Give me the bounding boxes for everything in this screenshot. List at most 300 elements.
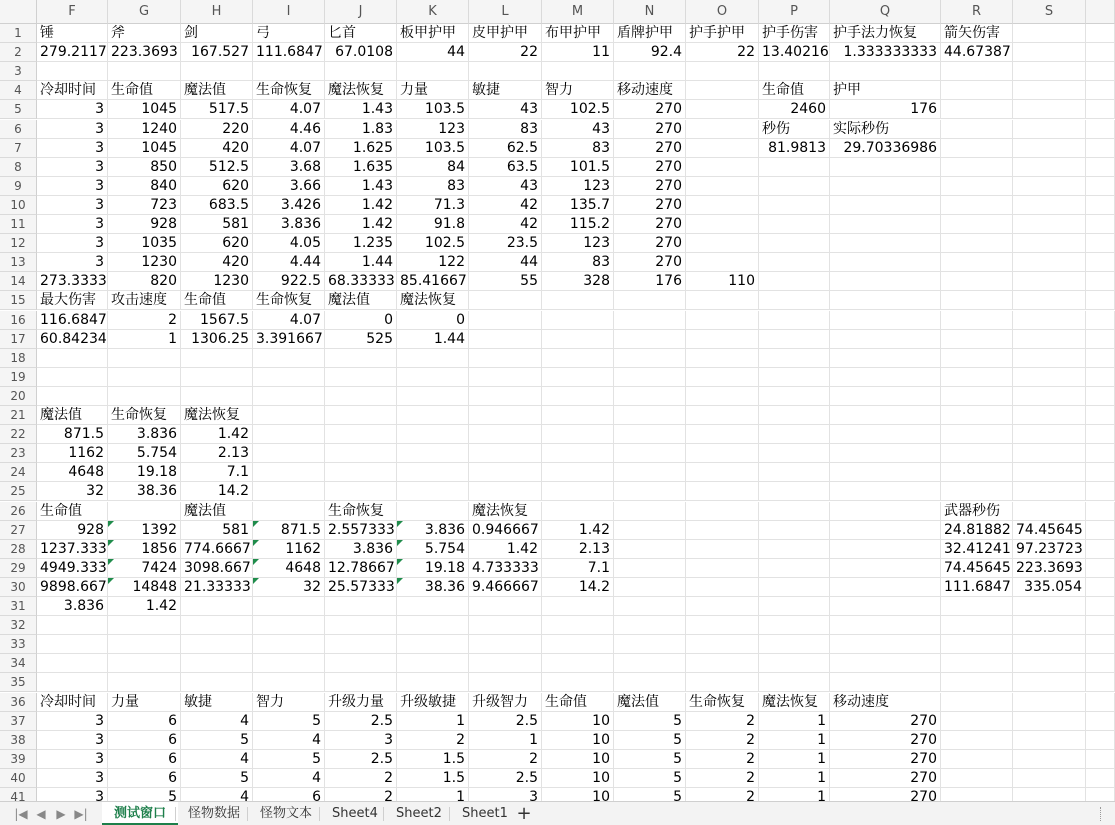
cell-F34[interactable] bbox=[37, 654, 108, 673]
last-sheet-icon[interactable]: ▶| bbox=[74, 807, 88, 821]
cell-S27[interactable]: 74.45645 bbox=[1013, 521, 1086, 540]
cell-I25[interactable] bbox=[253, 482, 325, 501]
cell-M33[interactable] bbox=[542, 635, 614, 654]
cell-F10[interactable]: 3 bbox=[37, 196, 108, 215]
cell-I41[interactable]: 6 bbox=[253, 788, 325, 801]
cell-O21[interactable] bbox=[686, 406, 759, 425]
cell-I14[interactable]: 922.5 bbox=[253, 272, 325, 291]
cell-J12[interactable]: 1.235 bbox=[325, 234, 397, 253]
cell-L13[interactable]: 44 bbox=[469, 253, 542, 272]
cell-F33[interactable] bbox=[37, 635, 108, 654]
cell-R19[interactable] bbox=[941, 368, 1013, 387]
cell-G27[interactable]: 1392 bbox=[108, 521, 181, 540]
cell-I9[interactable]: 3.66 bbox=[253, 177, 325, 196]
column-header-O[interactable]: O bbox=[686, 0, 759, 24]
cell-J2[interactable]: 67.0108 bbox=[325, 43, 397, 62]
cell-S10[interactable] bbox=[1013, 196, 1086, 215]
cell-J14[interactable]: 68.33333 bbox=[325, 272, 397, 291]
cell-K26[interactable] bbox=[397, 502, 469, 521]
cell-F32[interactable] bbox=[37, 616, 108, 635]
cell-H13[interactable]: 420 bbox=[181, 253, 253, 272]
cell-F28[interactable]: 1237.333 bbox=[37, 540, 108, 559]
cell-F19[interactable] bbox=[37, 368, 108, 387]
cell-P34[interactable] bbox=[759, 654, 830, 673]
cell-R20[interactable] bbox=[941, 387, 1013, 406]
cell-I27[interactable]: 871.5 bbox=[253, 521, 325, 540]
cell-G16[interactable]: 2 bbox=[108, 311, 181, 330]
cell-H26[interactable]: 魔法值 bbox=[181, 502, 253, 521]
cell-H39[interactable]: 4 bbox=[181, 750, 253, 769]
cell-N32[interactable] bbox=[614, 616, 686, 635]
cell-J4[interactable]: 魔法恢复 bbox=[325, 81, 397, 100]
row-header-40[interactable]: 40 bbox=[0, 769, 37, 788]
cell-N40[interactable]: 5 bbox=[614, 769, 686, 788]
cell-O22[interactable] bbox=[686, 425, 759, 444]
cell-J16[interactable]: 0 bbox=[325, 311, 397, 330]
cell-M13[interactable]: 83 bbox=[542, 253, 614, 272]
cell-Q3[interactable] bbox=[830, 62, 941, 81]
cell-P18[interactable] bbox=[759, 349, 830, 368]
cell-Q30[interactable] bbox=[830, 578, 941, 597]
cell-G36[interactable]: 力量 bbox=[108, 693, 181, 712]
cell-J30[interactable]: 25.57333 bbox=[325, 578, 397, 597]
cell-Q24[interactable] bbox=[830, 463, 941, 482]
cell-I23[interactable] bbox=[253, 444, 325, 463]
cell-N30[interactable] bbox=[614, 578, 686, 597]
cell-L22[interactable] bbox=[469, 425, 542, 444]
cell-H36[interactable]: 敏捷 bbox=[181, 693, 253, 712]
cell-H8[interactable]: 512.5 bbox=[181, 158, 253, 177]
row-header-23[interactable]: 23 bbox=[0, 444, 37, 463]
cell-O24[interactable] bbox=[686, 463, 759, 482]
cell-Q37[interactable]: 270 bbox=[830, 712, 941, 731]
cell-F22[interactable]: 871.5 bbox=[37, 425, 108, 444]
cell-H17[interactable]: 1306.25 bbox=[181, 330, 253, 349]
cell-N13[interactable]: 270 bbox=[614, 253, 686, 272]
cell-N7[interactable]: 270 bbox=[614, 139, 686, 158]
cell-S20[interactable] bbox=[1013, 387, 1086, 406]
column-header-I[interactable]: I bbox=[253, 0, 325, 24]
cell-M4[interactable]: 智力 bbox=[542, 81, 614, 100]
row-header-32[interactable]: 32 bbox=[0, 616, 37, 635]
cell-H10[interactable]: 683.5 bbox=[181, 196, 253, 215]
cell-S19[interactable] bbox=[1013, 368, 1086, 387]
cell-I13[interactable]: 4.44 bbox=[253, 253, 325, 272]
cell-O19[interactable] bbox=[686, 368, 759, 387]
cell-J29[interactable]: 12.78667 bbox=[325, 559, 397, 578]
cell-Q17[interactable] bbox=[830, 330, 941, 349]
cell-Q16[interactable] bbox=[830, 311, 941, 330]
cell-M27[interactable]: 1.42 bbox=[542, 521, 614, 540]
cell-P11[interactable] bbox=[759, 215, 830, 234]
cell-M8[interactable]: 101.5 bbox=[542, 158, 614, 177]
cell-P20[interactable] bbox=[759, 387, 830, 406]
cell-F23[interactable]: 1162 bbox=[37, 444, 108, 463]
cell-O9[interactable] bbox=[686, 177, 759, 196]
cell-N39[interactable]: 5 bbox=[614, 750, 686, 769]
cell-Q18[interactable] bbox=[830, 349, 941, 368]
cell-S2[interactable] bbox=[1013, 43, 1086, 62]
cell-O39[interactable]: 2 bbox=[686, 750, 759, 769]
cell-Q14[interactable] bbox=[830, 272, 941, 291]
cell-J20[interactable] bbox=[325, 387, 397, 406]
cell-Q10[interactable] bbox=[830, 196, 941, 215]
cell-N5[interactable]: 270 bbox=[614, 100, 686, 119]
cell-M37[interactable]: 10 bbox=[542, 712, 614, 731]
cell-P38[interactable]: 1 bbox=[759, 731, 830, 750]
cell-O31[interactable] bbox=[686, 597, 759, 616]
cell-J34[interactable] bbox=[325, 654, 397, 673]
cell-K39[interactable]: 1.5 bbox=[397, 750, 469, 769]
cell-K4[interactable]: 力量 bbox=[397, 81, 469, 100]
cell-L16[interactable] bbox=[469, 311, 542, 330]
cell-P2[interactable]: 13.40216 bbox=[759, 43, 830, 62]
cell-M7[interactable]: 83 bbox=[542, 139, 614, 158]
cell-I22[interactable] bbox=[253, 425, 325, 444]
cell-M2[interactable]: 11 bbox=[542, 43, 614, 62]
cell-G7[interactable]: 1045 bbox=[108, 139, 181, 158]
cell-J28[interactable]: 3.836 bbox=[325, 540, 397, 559]
cell-O34[interactable] bbox=[686, 654, 759, 673]
cell-N27[interactable] bbox=[614, 521, 686, 540]
cell-P6[interactable]: 秒伤 bbox=[759, 120, 830, 139]
row-header-30[interactable]: 30 bbox=[0, 578, 37, 597]
cell-P22[interactable] bbox=[759, 425, 830, 444]
cell-L33[interactable] bbox=[469, 635, 542, 654]
cell-O41[interactable]: 2 bbox=[686, 788, 759, 801]
cell-S24[interactable] bbox=[1013, 463, 1086, 482]
cell-F27[interactable]: 928 bbox=[37, 521, 108, 540]
cell-P12[interactable] bbox=[759, 234, 830, 253]
cell-R26[interactable]: 武器秒伤 bbox=[941, 502, 1013, 521]
cell-L9[interactable]: 43 bbox=[469, 177, 542, 196]
cell-Q8[interactable] bbox=[830, 158, 941, 177]
cell-R7[interactable] bbox=[941, 139, 1013, 158]
cell-I2[interactable]: 111.6847 bbox=[253, 43, 325, 62]
cell-L32[interactable] bbox=[469, 616, 542, 635]
column-header-P[interactable]: P bbox=[759, 0, 830, 24]
cell-R23[interactable] bbox=[941, 444, 1013, 463]
cell-F29[interactable]: 4949.333 bbox=[37, 559, 108, 578]
cell-N28[interactable] bbox=[614, 540, 686, 559]
cell-I34[interactable] bbox=[253, 654, 325, 673]
cell-N22[interactable] bbox=[614, 425, 686, 444]
cell-F9[interactable]: 3 bbox=[37, 177, 108, 196]
cell-F31[interactable]: 3.836 bbox=[37, 597, 108, 616]
cell-S12[interactable] bbox=[1013, 234, 1086, 253]
cell-I32[interactable] bbox=[253, 616, 325, 635]
cell-H3[interactable] bbox=[181, 62, 253, 81]
cell-N9[interactable]: 270 bbox=[614, 177, 686, 196]
cell-M3[interactable] bbox=[542, 62, 614, 81]
cell-F6[interactable]: 3 bbox=[37, 120, 108, 139]
cell-L14[interactable]: 55 bbox=[469, 272, 542, 291]
cell-F35[interactable] bbox=[37, 673, 108, 692]
cell-G37[interactable]: 6 bbox=[108, 712, 181, 731]
cell-F12[interactable]: 3 bbox=[37, 234, 108, 253]
cell-Q28[interactable] bbox=[830, 540, 941, 559]
cell-N36[interactable]: 魔法值 bbox=[614, 693, 686, 712]
cell-Q29[interactable] bbox=[830, 559, 941, 578]
cell-H2[interactable]: 167.527 bbox=[181, 43, 253, 62]
column-header-G[interactable]: G bbox=[108, 0, 181, 24]
cell-F14[interactable]: 273.3333 bbox=[37, 272, 108, 291]
cell-H4[interactable]: 魔法值 bbox=[181, 81, 253, 100]
cell-K16[interactable]: 0 bbox=[397, 311, 469, 330]
cell-R24[interactable] bbox=[941, 463, 1013, 482]
cell-H14[interactable]: 1230 bbox=[181, 272, 253, 291]
cell-J3[interactable] bbox=[325, 62, 397, 81]
cell-I18[interactable] bbox=[253, 349, 325, 368]
cell-L40[interactable]: 2.5 bbox=[469, 769, 542, 788]
cell-K29[interactable]: 19.18 bbox=[397, 559, 469, 578]
cell-S6[interactable] bbox=[1013, 120, 1086, 139]
cell-N24[interactable] bbox=[614, 463, 686, 482]
cell-P26[interactable] bbox=[759, 502, 830, 521]
cell-S13[interactable] bbox=[1013, 253, 1086, 272]
cell-R5[interactable] bbox=[941, 100, 1013, 119]
cell-M41[interactable]: 10 bbox=[542, 788, 614, 801]
cell-F2[interactable]: 279.2117 bbox=[37, 43, 108, 62]
cell-S33[interactable] bbox=[1013, 635, 1086, 654]
cell-P1[interactable]: 护手伤害 bbox=[759, 24, 830, 43]
row-header-12[interactable]: 12 bbox=[0, 234, 37, 253]
cell-S3[interactable] bbox=[1013, 62, 1086, 81]
cell-P14[interactable] bbox=[759, 272, 830, 291]
cell-P15[interactable] bbox=[759, 291, 830, 310]
row-header-5[interactable]: 5 bbox=[0, 100, 37, 119]
cell-G31[interactable]: 1.42 bbox=[108, 597, 181, 616]
cell-R2[interactable]: 44.67387 bbox=[941, 43, 1013, 62]
cell-G12[interactable]: 1035 bbox=[108, 234, 181, 253]
column-header-J[interactable]: J bbox=[325, 0, 397, 24]
cell-F11[interactable]: 3 bbox=[37, 215, 108, 234]
cell-G29[interactable]: 7424 bbox=[108, 559, 181, 578]
cell-F1[interactable]: 锤 bbox=[37, 24, 108, 43]
row-header-3[interactable]: 3 bbox=[0, 62, 37, 81]
cell-L25[interactable] bbox=[469, 482, 542, 501]
row-header-22[interactable]: 22 bbox=[0, 425, 37, 444]
cell-O15[interactable] bbox=[686, 291, 759, 310]
cell-L30[interactable]: 9.466667 bbox=[469, 578, 542, 597]
cell-S26[interactable] bbox=[1013, 502, 1086, 521]
cell-G15[interactable]: 攻击速度 bbox=[108, 291, 181, 310]
cell-Q22[interactable] bbox=[830, 425, 941, 444]
cell-N25[interactable] bbox=[614, 482, 686, 501]
cell-O38[interactable]: 2 bbox=[686, 731, 759, 750]
cell-I24[interactable] bbox=[253, 463, 325, 482]
cell-L20[interactable] bbox=[469, 387, 542, 406]
cell-H20[interactable] bbox=[181, 387, 253, 406]
cell-K12[interactable]: 102.5 bbox=[397, 234, 469, 253]
cell-R39[interactable] bbox=[941, 750, 1013, 769]
row-header-14[interactable]: 14 bbox=[0, 272, 37, 291]
cell-L8[interactable]: 63.5 bbox=[469, 158, 542, 177]
cell-J27[interactable]: 2.557333 bbox=[325, 521, 397, 540]
cell-R3[interactable] bbox=[941, 62, 1013, 81]
cell-M34[interactable] bbox=[542, 654, 614, 673]
row-header-11[interactable]: 11 bbox=[0, 215, 37, 234]
cell-N35[interactable] bbox=[614, 673, 686, 692]
cell-I5[interactable]: 4.07 bbox=[253, 100, 325, 119]
cell-O32[interactable] bbox=[686, 616, 759, 635]
cell-H29[interactable]: 3098.667 bbox=[181, 559, 253, 578]
cell-S14[interactable] bbox=[1013, 272, 1086, 291]
cell-R6[interactable] bbox=[941, 120, 1013, 139]
cell-Q13[interactable] bbox=[830, 253, 941, 272]
cell-K23[interactable] bbox=[397, 444, 469, 463]
cell-H22[interactable]: 1.42 bbox=[181, 425, 253, 444]
cell-G24[interactable]: 19.18 bbox=[108, 463, 181, 482]
cell-J24[interactable] bbox=[325, 463, 397, 482]
column-header-M[interactable]: M bbox=[542, 0, 614, 24]
cell-K17[interactable]: 1.44 bbox=[397, 330, 469, 349]
cell-R38[interactable] bbox=[941, 731, 1013, 750]
cell-M17[interactable] bbox=[542, 330, 614, 349]
cell-J41[interactable]: 2 bbox=[325, 788, 397, 801]
cell-M30[interactable]: 14.2 bbox=[542, 578, 614, 597]
cell-O2[interactable]: 22 bbox=[686, 43, 759, 62]
cell-L5[interactable]: 43 bbox=[469, 100, 542, 119]
cell-I7[interactable]: 4.07 bbox=[253, 139, 325, 158]
cell-G21[interactable]: 生命恢复 bbox=[108, 406, 181, 425]
cell-M29[interactable]: 7.1 bbox=[542, 559, 614, 578]
cell-H31[interactable] bbox=[181, 597, 253, 616]
cell-F30[interactable]: 9898.667 bbox=[37, 578, 108, 597]
cell-L17[interactable] bbox=[469, 330, 542, 349]
cell-J7[interactable]: 1.625 bbox=[325, 139, 397, 158]
row-header-9[interactable]: 9 bbox=[0, 177, 37, 196]
cell-S16[interactable] bbox=[1013, 311, 1086, 330]
cell-K28[interactable]: 5.754 bbox=[397, 540, 469, 559]
cell-Q39[interactable]: 270 bbox=[830, 750, 941, 769]
cell-N1[interactable]: 盾牌护甲 bbox=[614, 24, 686, 43]
cell-R31[interactable] bbox=[941, 597, 1013, 616]
cell-G40[interactable]: 6 bbox=[108, 769, 181, 788]
cell-P19[interactable] bbox=[759, 368, 830, 387]
cell-S5[interactable] bbox=[1013, 100, 1086, 119]
cell-K24[interactable] bbox=[397, 463, 469, 482]
cell-F3[interactable] bbox=[37, 62, 108, 81]
cell-F38[interactable]: 3 bbox=[37, 731, 108, 750]
cell-J10[interactable]: 1.42 bbox=[325, 196, 397, 215]
cell-K14[interactable]: 85.41667 bbox=[397, 272, 469, 291]
cell-K7[interactable]: 103.5 bbox=[397, 139, 469, 158]
cell-Q27[interactable] bbox=[830, 521, 941, 540]
cell-S1[interactable] bbox=[1013, 24, 1086, 43]
cell-I28[interactable]: 1162 bbox=[253, 540, 325, 559]
cell-F18[interactable] bbox=[37, 349, 108, 368]
cell-J9[interactable]: 1.43 bbox=[325, 177, 397, 196]
row-header-35[interactable]: 35 bbox=[0, 673, 37, 692]
cell-P35[interactable] bbox=[759, 673, 830, 692]
row-header-29[interactable]: 29 bbox=[0, 559, 37, 578]
cell-R1[interactable]: 箭矢伤害 bbox=[941, 24, 1013, 43]
cell-J23[interactable] bbox=[325, 444, 397, 463]
cell-H30[interactable]: 21.33333 bbox=[181, 578, 253, 597]
cell-J18[interactable] bbox=[325, 349, 397, 368]
cell-H16[interactable]: 1567.5 bbox=[181, 311, 253, 330]
cell-G35[interactable] bbox=[108, 673, 181, 692]
row-header-38[interactable]: 38 bbox=[0, 731, 37, 750]
cell-L4[interactable]: 敏捷 bbox=[469, 81, 542, 100]
cell-G34[interactable] bbox=[108, 654, 181, 673]
cell-H25[interactable]: 14.2 bbox=[181, 482, 253, 501]
cell-O13[interactable] bbox=[686, 253, 759, 272]
cell-Q9[interactable] bbox=[830, 177, 941, 196]
cell-G25[interactable]: 38.36 bbox=[108, 482, 181, 501]
row-header-31[interactable]: 31 bbox=[0, 597, 37, 616]
cell-I33[interactable] bbox=[253, 635, 325, 654]
cell-H19[interactable] bbox=[181, 368, 253, 387]
cell-K40[interactable]: 1.5 bbox=[397, 769, 469, 788]
cell-I37[interactable]: 5 bbox=[253, 712, 325, 731]
cell-J21[interactable] bbox=[325, 406, 397, 425]
cell-L39[interactable]: 2 bbox=[469, 750, 542, 769]
cell-I16[interactable]: 4.07 bbox=[253, 311, 325, 330]
cell-F16[interactable]: 116.6847 bbox=[37, 311, 108, 330]
cell-H5[interactable]: 517.5 bbox=[181, 100, 253, 119]
cell-R16[interactable] bbox=[941, 311, 1013, 330]
row-header-16[interactable]: 16 bbox=[0, 311, 37, 330]
cell-G33[interactable] bbox=[108, 635, 181, 654]
row-header-24[interactable]: 24 bbox=[0, 463, 37, 482]
cell-O8[interactable] bbox=[686, 158, 759, 177]
cell-H18[interactable] bbox=[181, 349, 253, 368]
cell-H12[interactable]: 620 bbox=[181, 234, 253, 253]
cell-H28[interactable]: 774.6667 bbox=[181, 540, 253, 559]
cell-K5[interactable]: 103.5 bbox=[397, 100, 469, 119]
cell-R33[interactable] bbox=[941, 635, 1013, 654]
cell-G2[interactable]: 223.3693 bbox=[108, 43, 181, 62]
cell-F26[interactable]: 生命值 bbox=[37, 502, 108, 521]
cell-R28[interactable]: 32.41241 bbox=[941, 540, 1013, 559]
cell-N38[interactable]: 5 bbox=[614, 731, 686, 750]
cell-O12[interactable] bbox=[686, 234, 759, 253]
row-header-28[interactable]: 28 bbox=[0, 540, 37, 559]
cell-I19[interactable] bbox=[253, 368, 325, 387]
row-header-13[interactable]: 13 bbox=[0, 253, 37, 272]
cell-L12[interactable]: 23.5 bbox=[469, 234, 542, 253]
cell-M1[interactable]: 布甲护甲 bbox=[542, 24, 614, 43]
cell-K30[interactable]: 38.36 bbox=[397, 578, 469, 597]
cell-F36[interactable]: 冷却时间 bbox=[37, 693, 108, 712]
cell-G22[interactable]: 3.836 bbox=[108, 425, 181, 444]
cell-O40[interactable]: 2 bbox=[686, 769, 759, 788]
cell-P40[interactable]: 1 bbox=[759, 769, 830, 788]
cell-O26[interactable] bbox=[686, 502, 759, 521]
cell-N37[interactable]: 5 bbox=[614, 712, 686, 731]
cell-L3[interactable] bbox=[469, 62, 542, 81]
cell-P10[interactable] bbox=[759, 196, 830, 215]
cell-P16[interactable] bbox=[759, 311, 830, 330]
cell-P9[interactable] bbox=[759, 177, 830, 196]
row-header-26[interactable]: 26 bbox=[0, 502, 37, 521]
cell-K19[interactable] bbox=[397, 368, 469, 387]
cell-O37[interactable]: 2 bbox=[686, 712, 759, 731]
cell-H9[interactable]: 620 bbox=[181, 177, 253, 196]
cell-F8[interactable]: 3 bbox=[37, 158, 108, 177]
cell-J15[interactable]: 魔法值 bbox=[325, 291, 397, 310]
cell-K31[interactable] bbox=[397, 597, 469, 616]
cell-P28[interactable] bbox=[759, 540, 830, 559]
cell-J22[interactable] bbox=[325, 425, 397, 444]
cell-H7[interactable]: 420 bbox=[181, 139, 253, 158]
cell-G39[interactable]: 6 bbox=[108, 750, 181, 769]
cell-Q5[interactable]: 176 bbox=[830, 100, 941, 119]
row-header-8[interactable]: 8 bbox=[0, 158, 37, 177]
cell-Q40[interactable]: 270 bbox=[830, 769, 941, 788]
